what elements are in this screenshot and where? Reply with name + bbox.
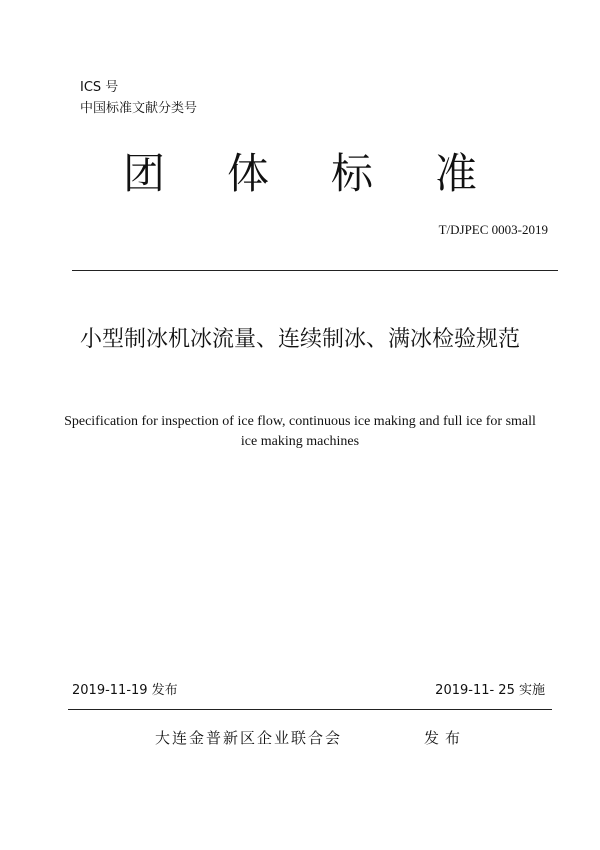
- ics-label: ICS 号: [80, 80, 119, 95]
- document-type-char: 标: [330, 149, 373, 198]
- standard-number: T/DJPEC 0003-2019: [438, 222, 548, 237]
- document-type-char: 准: [434, 149, 477, 198]
- document-type-char: 体: [226, 149, 269, 198]
- issuer-name: 大连金普新区企业联合会: [155, 729, 343, 747]
- title-english: Specification for inspection of ice flow, continuous ice making and full ice for small ice making machines: [64, 414, 536, 449]
- issue-label: 发布: [424, 729, 467, 747]
- implement-date: 2019-11- 25 实施: [435, 683, 545, 698]
- title-chinese: 小型制冰机冰流量、连续制冰、满冰检验规范: [79, 327, 520, 352]
- classification-label: 中国标准文献分类号: [80, 101, 198, 116]
- bottom-divider: [68, 709, 552, 710]
- document-type-heading: [0, 150, 600, 198]
- top-divider: [72, 270, 558, 271]
- document-type-char: 团: [122, 149, 165, 198]
- publish-date: 2019-11-19 发布: [72, 683, 178, 698]
